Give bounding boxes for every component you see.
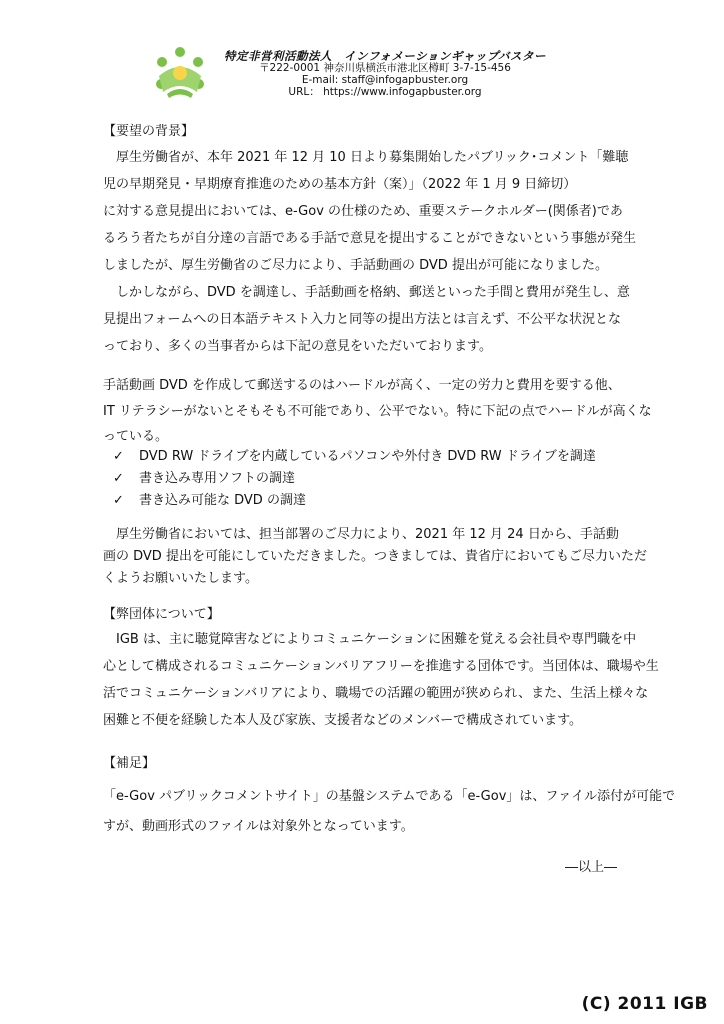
body-line: 困難と不便を経験した本人及び家族、支援者などのメンバーで構成されています。	[103, 713, 583, 728]
body-line: IT リテラシーがないとそもそも不可能であり、公平でない。特に下記の点でハードルが高くな	[103, 404, 652, 419]
checkmark-icon: ✓	[113, 471, 124, 486]
organization-email: E-mail: staff@infogapbuster.org	[301, 74, 469, 86]
organization-url: URL： https://www.infogapbuster.org	[288, 86, 482, 98]
organization-logo-icon	[153, 46, 207, 108]
organization-name: 特定非営利活動法人 インフォメーションギャップバスター	[223, 49, 547, 63]
body-line: しかしながら、DVD を調達し、手話動画を格納、郵送といった手間と費用が発生し、意	[103, 285, 630, 300]
checkmark-icon: ✓	[113, 493, 124, 508]
background-heading: 【要望の背景】	[103, 124, 195, 139]
organization-info	[220, 50, 550, 98]
body-line: っており、多くの当事者からは下記の意見をいただいております。	[103, 339, 492, 354]
body-line: 「e-Gov パブリックコメントサイト」の基盤システムである「e-Gov」は、ファイル添付が可能で	[103, 789, 676, 804]
body-line: 手話動画 DVD を作成して郵送するのはハードルが高く、一定の労力と費用を要する他、	[103, 378, 621, 393]
organization-address: 〒222-0001 神奈川県横浜市港北区樽町 3-7-15-456	[259, 62, 511, 74]
closing-mark: ―以上―	[564, 860, 617, 875]
body-line: しましたが、厚生労働省のご尽力により、手話動画の DVD 提出が可能になりました。	[103, 258, 608, 273]
checklist-item	[113, 445, 596, 468]
body-line: 児の早期発見・早期療育推進のための基本方針（案）」（2022 年 1 月 9 日締切）	[103, 177, 577, 192]
group-heading: 【弊団体について】	[103, 607, 220, 622]
body-line: くようお願いいたします。	[103, 571, 258, 586]
body-line: IGB は、主に聴覚障害などによりコミュニケーションに困難を覚える会社員や専門職を中	[103, 632, 637, 647]
body-line: 画の DVD 提出を可能にしていただきました。つきましては、貴省庁においてもご尽力いただ	[103, 549, 647, 564]
body-line: 活でコミュニケーションバリアにより、職場での活躍の範囲が狭められ、また、生活上様々な	[103, 686, 649, 701]
checklist-item-label: 書き込み可能な DVD の調達	[139, 493, 306, 508]
checkmark-icon: ✓	[113, 449, 124, 464]
body-line: るろう者たちが自分達の言語である手話で意見を提出することができないという事態が発生	[103, 231, 637, 246]
body-line: 心として構成されるコミュニケーションバリアフリーを推進する団体です。当団体は、職場や生	[103, 659, 659, 674]
body-line: 見提出フォームへの日本語テキスト入力と同等の提出方法とは言えず、不公平な状況とな	[103, 312, 622, 327]
letterhead	[0, 0, 724, 110]
supplement-heading: 【補足】	[103, 756, 156, 771]
checklist-item-label: 書き込み専用ソフトの調達	[139, 471, 296, 486]
body-line: 厚生労働省においては、担当部署のご尽力により、2021 年 12 月 24 日から、手話動	[103, 527, 619, 542]
copyright-notice: (C) 2011 IGB	[581, 994, 708, 1014]
body-line: すが、動画形式のファイルは対象外となっています。	[103, 819, 414, 834]
body-line: に対する意見提出においては、e-Gov の仕様のため、重要ステークホルダー(関係者)であ	[103, 204, 623, 219]
checklist-item	[113, 489, 306, 512]
checklist-item-label: DVD RW ドライブを内蔵しているパソコンや外付き DVD RW ドライブを調達	[139, 449, 596, 464]
body-line: 厚生労働省が、本年 2021 年 12 月 10 日より募集開始したパブリック･コメント「難聴	[103, 150, 629, 165]
checklist-item	[113, 467, 295, 490]
body-line: っている。	[103, 429, 169, 444]
